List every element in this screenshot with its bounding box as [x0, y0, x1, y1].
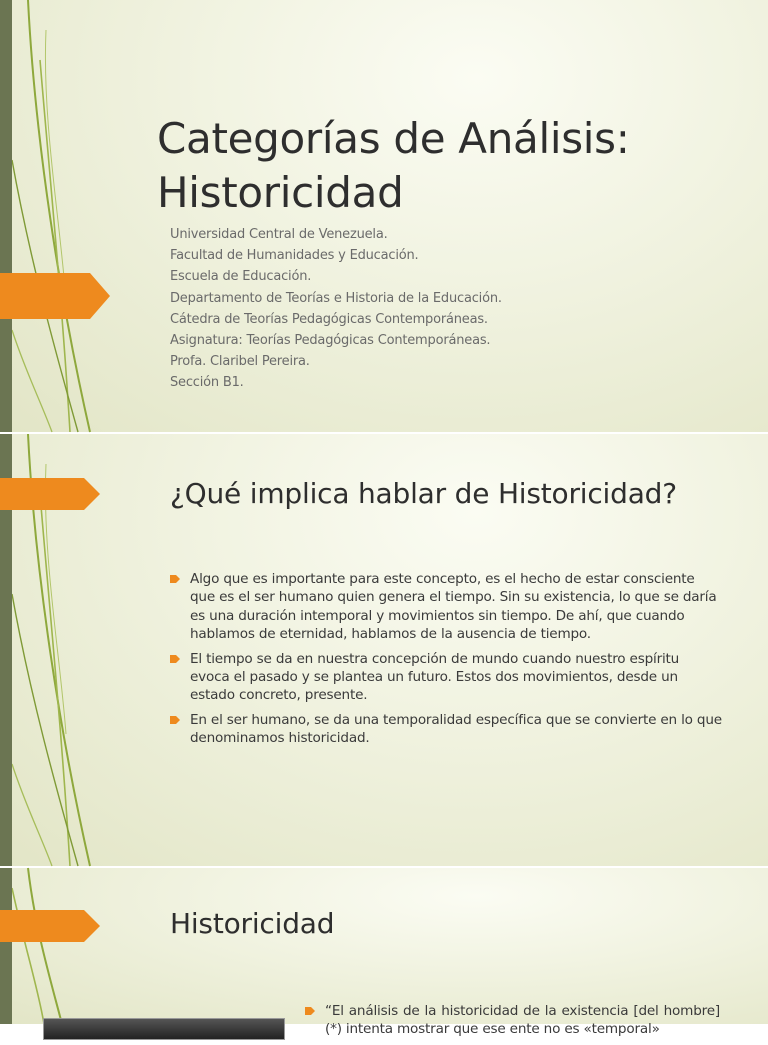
slide-historicity-question [0, 434, 768, 866]
institution-info [170, 224, 502, 394]
list-item [170, 570, 722, 644]
embedded-image [43, 1018, 285, 1040]
slide-title [0, 0, 768, 432]
sidebar-stripe [0, 0, 12, 432]
orange-tab-icon [0, 273, 110, 319]
slide-heading: Historicidad [170, 907, 335, 940]
list-item [170, 650, 722, 705]
slide-heading: ¿Qué implica hablar de Historicidad? [170, 477, 677, 510]
arrow-bullet-icon [170, 575, 180, 583]
arrow-bullet-icon [170, 716, 180, 724]
bullet-text: “El análisis de la historicidad de la existencia [del hombre](*) intenta mostrar que ese ente no es «temporal» [325, 1003, 720, 1038]
info-line: Escuela de Educación. [170, 269, 312, 285]
list-item [305, 1002, 720, 1039]
leaf-decoration [0, 868, 130, 1024]
arrow-bullet-icon [305, 1007, 315, 1015]
list-item [170, 711, 722, 748]
info-line: Facultad de Humanidades y Educación. [170, 248, 419, 264]
info-line: Profa. Claribel Pereira. [170, 354, 310, 370]
orange-tab-icon [0, 910, 100, 942]
bullet-list [170, 570, 722, 754]
sidebar-stripe [0, 868, 12, 1024]
leaf-decoration [0, 0, 130, 432]
arrow-bullet-icon [170, 655, 180, 663]
info-line: Universidad Central de Venezuela. [170, 227, 388, 242]
info-line: Departamento de Teorías e Historia de la Educación. [170, 290, 502, 306]
bullet-list [305, 1002, 720, 1045]
bullet-text: Algo que es importante para este concepto, es el hecho de estar consciente que es el ser humano quien genera el tiempo. Sin su existencia, lo que se daría es una duración intemporal y movimientos sin tiempo. De ahí, que cuando hablamos de eternidad, hablamos de la ausencia de tiempo. [190, 571, 717, 643]
orange-tab-icon [0, 478, 100, 510]
bullet-text: El tiempo se da en nuestra concepción de mundo cuando nuestro espíritu evoca el pasado y se plantea un futuro. Estos dos movimientos, desde un estado concreto, presente. [190, 650, 680, 704]
bullet-text: En el ser humano, se da una temporalidad específica que se convierte en lo que denominamos historicidad. [190, 711, 722, 747]
slide-title-heading: Categorías de Análisis: Historicidad [157, 114, 630, 217]
info-line: Sección B1. [170, 375, 244, 391]
slide-historicity [0, 868, 768, 1038]
info-line: Asignatura: Teorías Pedagógicas Contemporáneas. [170, 333, 491, 349]
info-line: Cátedra de Teorías Pedagógicas Contemporáneas. [170, 311, 488, 327]
